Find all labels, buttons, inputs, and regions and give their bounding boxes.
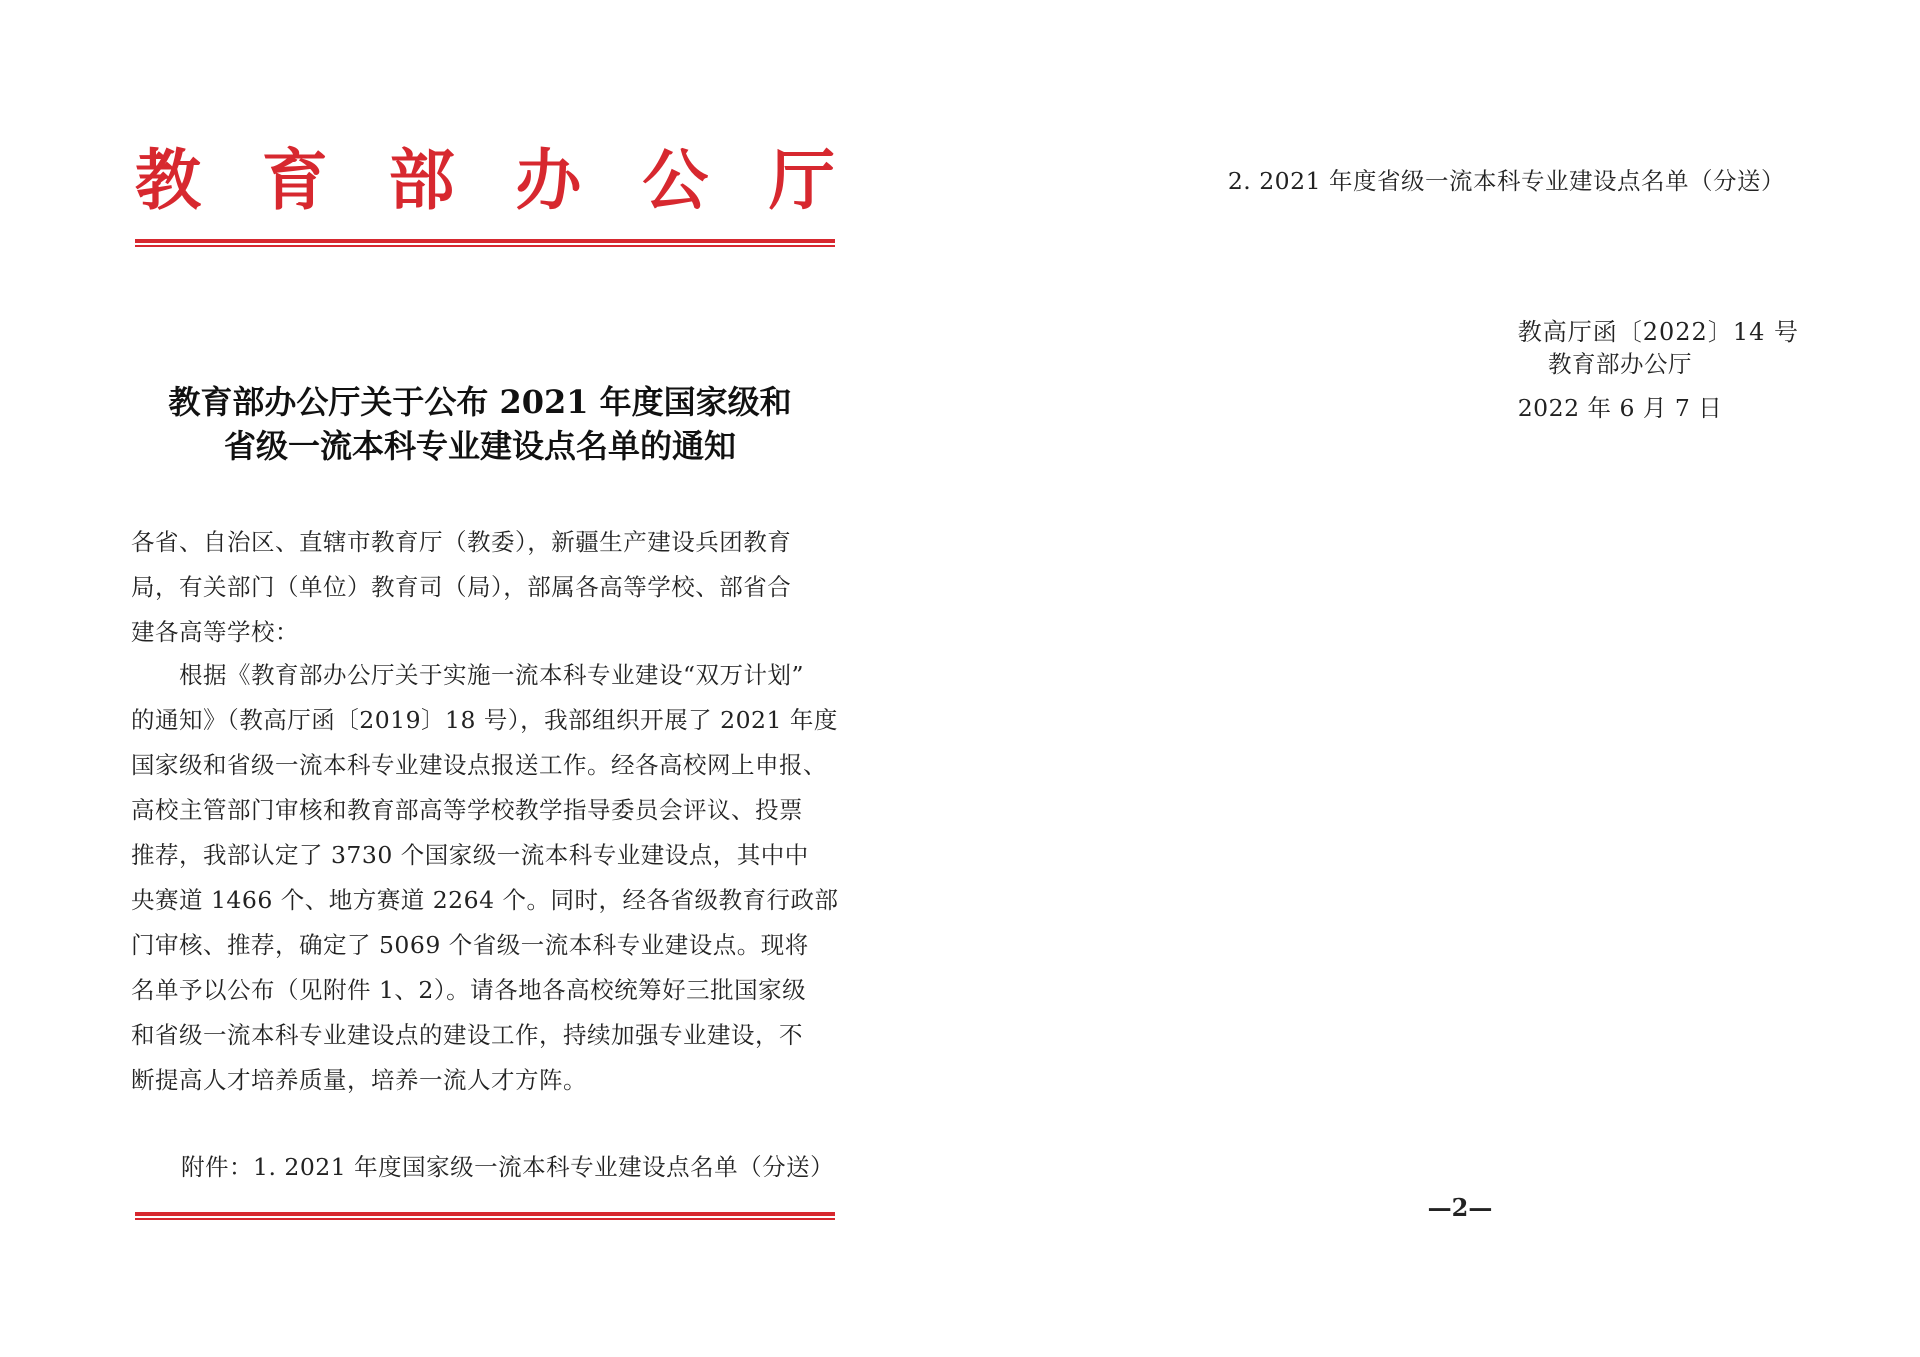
attachment-item-2: 2. 2021 年度省级一流本科专业建设点名单（分送） — [1227, 167, 1785, 195]
issue-date: 2022 年 6 月 7 日 — [1517, 394, 1723, 422]
body-line: 国家级和省级一流本科专业建设点报送工作。经各高校网上申报、 — [131, 751, 827, 779]
letterhead-char: 教 — [135, 141, 201, 219]
body-line: 推荐，我部认定了 3730 个国家级一流本科专业建设点，其中中 — [131, 841, 809, 869]
document-title — [100, 380, 860, 468]
letterhead — [135, 140, 835, 220]
body-line: 门审核、推荐，确定了 5069 个省级一流本科专业建设点。现将 — [131, 931, 809, 959]
page-right — [960, 0, 1920, 1357]
body-paragraph — [131, 653, 843, 1103]
letterhead-char: 厅 — [768, 141, 835, 219]
document-number: 教高厅函〔2022〕14 号 — [1517, 318, 1799, 346]
letterhead-char: 公 — [642, 141, 709, 219]
body-line: 断提高人才培养质量，培养一流人才方阵。 — [131, 1066, 587, 1094]
letterhead-char: 部 — [388, 141, 455, 219]
document-title-line: 教育部办公厅关于公布 2021 年度国家级和 — [168, 383, 792, 421]
letterhead-char: 办 — [515, 141, 582, 219]
body-line: 高校主管部门审核和教育部高等学校教学指导委员会评议、投票 — [131, 796, 803, 824]
footer-rule — [135, 1212, 835, 1220]
signature-block — [1500, 342, 1740, 430]
body-line: 根据《教育部办公厅关于实施一流本科专业建设“双万计划” — [131, 661, 805, 689]
issuer-name: 教育部办公厅 — [1548, 350, 1692, 378]
attachment-item-1: 附件：1. 2021 年度国家级一流本科专业建设点名单（分送） — [181, 1153, 835, 1181]
body-line: 和省级一流本科专业建设点的建设工作，持续加强专业建设，不 — [131, 1021, 803, 1049]
salutation-line: 建各高等学校： — [131, 618, 299, 646]
salutation — [131, 520, 843, 655]
salutation-line: 各省、自治区、直辖市教育厅（教委），新疆生产建设兵团教育 — [131, 528, 792, 556]
letterhead-rule-top — [135, 239, 835, 247]
body-line: 央赛道 1466 个、地方赛道 2264 个。同时，经各省级教育行政部 — [131, 886, 839, 914]
document-title-line: 省级一流本科专业建设点名单的通知 — [223, 427, 736, 465]
letterhead-char: 育 — [261, 141, 328, 219]
page-number: —2— — [1427, 1193, 1493, 1222]
salutation-line: 局，有关部门（单位）教育司（局），部属各高等学校、部省合 — [131, 573, 792, 601]
body-line: 名单予以公布（见附件 1、2）。请各地各高校统筹好三批国家级 — [131, 976, 807, 1004]
body-line: 的通知》（教高厅函〔2019〕18 号），我部组织开展了 2021 年度 — [131, 706, 838, 734]
